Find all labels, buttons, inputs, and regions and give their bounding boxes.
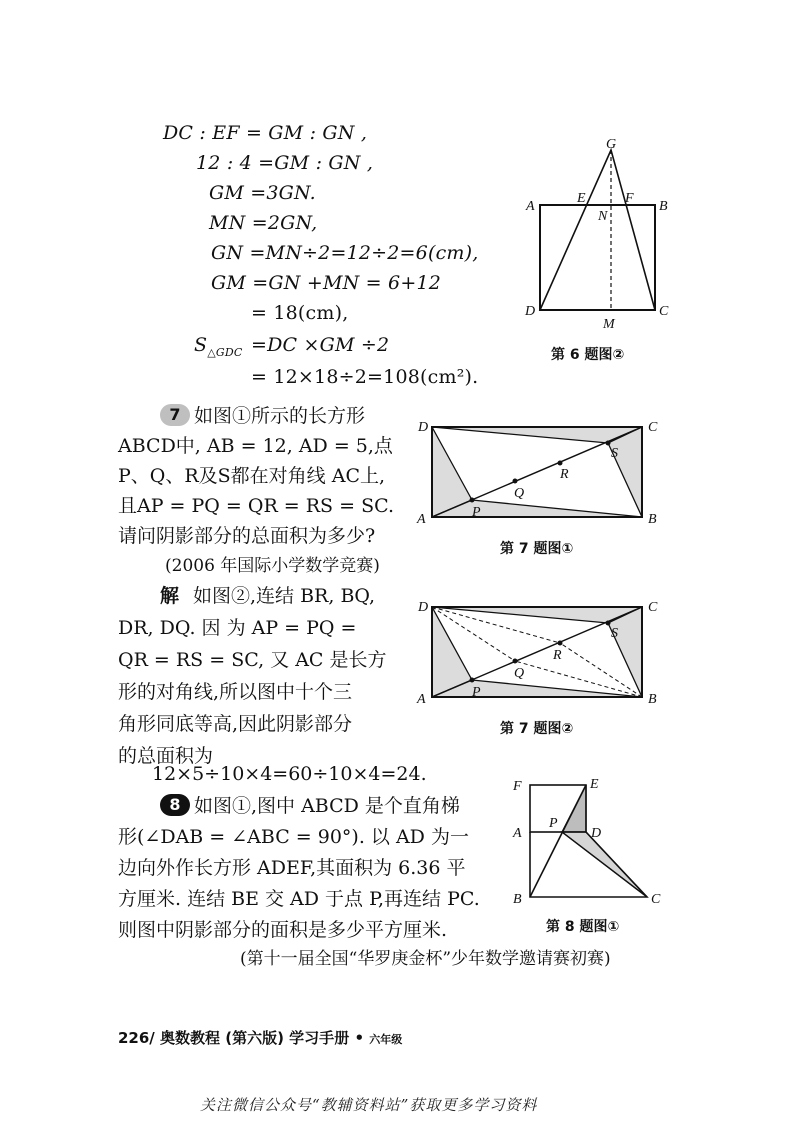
label-s: S [611, 446, 618, 461]
label-f: F [513, 779, 522, 794]
equation-line-5: GN =MN÷2=12÷2=6(cm), [211, 242, 479, 264]
equation-line-4: MN =2GN, [209, 212, 318, 234]
solution-label: 解 [160, 585, 180, 607]
point-s [606, 621, 611, 626]
problem7-line-1-text: 如图①所示的长方形 [194, 405, 366, 427]
label-p: P [472, 685, 481, 700]
caption-fig8-1: 第 8 题图① [546, 919, 620, 935]
label-p: P [549, 816, 558, 831]
diagonal-ac [432, 607, 642, 697]
label-b: B [648, 692, 657, 707]
label-a: A [417, 512, 426, 527]
label-r: R [553, 648, 562, 663]
area-symbol-letter: S [194, 334, 208, 356]
point-p [470, 678, 475, 683]
label-p: P [472, 505, 481, 520]
watermark-text: 关注微信公众号“教辅资料站”获取更多学习资料 [200, 1096, 538, 1114]
problem8-source: (第十一届全国“华罗庚金杯”少年数学邀请赛初赛) [240, 949, 611, 969]
problem7-line-5: 请问阴影部分的总面积为多少? [118, 525, 376, 547]
caption-fig6-2: 第 6 题图② [551, 347, 625, 363]
label-e: E [577, 191, 586, 206]
label-g: G [606, 137, 617, 152]
problem7-line-1 [160, 401, 365, 431]
shaded-triangle-right [608, 427, 642, 517]
problem7-line-3: P、Q、R及S都在对角线 AC上, [118, 465, 386, 487]
point-s [606, 441, 611, 446]
label-d: D [525, 304, 536, 319]
area-subscript: △GDC [207, 345, 243, 359]
figure-6-2 [515, 135, 675, 335]
page-number: 226/ [118, 1029, 155, 1047]
diagonal-ac [432, 427, 642, 517]
equation-line-7: = 18(cm), [251, 302, 349, 324]
label-n: N [598, 209, 608, 224]
label-e: E [590, 777, 599, 792]
label-c: C [648, 600, 658, 615]
label-b: B [659, 199, 668, 214]
caption-fig7-1: 第 7 题图① [500, 541, 574, 557]
label-m: M [603, 317, 615, 332]
book-title: 奥数教程 (第六版) 学习手册 [160, 1029, 350, 1047]
solution7-line-6: 的总面积为 [118, 745, 214, 767]
solution7-formula: 12×5÷10×4=60÷10×4=24. [152, 763, 427, 785]
shaded-triangle-right [608, 607, 642, 697]
label-c: C [651, 892, 661, 907]
problem7-line-2: ABCD中, AB = 12, AD = 5,点 [118, 435, 393, 457]
label-b: B [513, 892, 522, 907]
label-d: D [418, 420, 429, 435]
label-q: Q [514, 666, 525, 681]
point-q [513, 659, 518, 664]
triangle-gdc [540, 150, 655, 310]
solution7-line-3: QR = RS = SC, 又 AC 是长方 [118, 649, 387, 671]
figure-8-1 [505, 775, 670, 910]
solution7-line-4: 形的对角线,所以图中十个三 [118, 681, 353, 703]
label-b: B [648, 512, 657, 527]
solution7-line-2: DR, DQ. 因 为 AP = PQ = [118, 617, 357, 639]
label-c: C [659, 304, 669, 319]
equation-line-9: = 12×18÷2=108(cm²). [251, 366, 479, 388]
problem8-line-1-text: 如图①,图中 ABCD 是个直角梯 [194, 795, 460, 817]
label-q: Q [514, 486, 525, 501]
equation-line-8: =DC ×GM ÷2 [251, 334, 390, 356]
point-r [558, 461, 563, 466]
label-f: F [625, 191, 634, 206]
problem8-line-2: 形(∠DAB = ∠ABC = 90°). 以 AD 为一 [118, 826, 469, 848]
problem-number-badge: 7 [160, 404, 190, 426]
equation-line-3: GM =3GN. [209, 182, 316, 204]
label-a: A [513, 826, 522, 841]
label-a: A [526, 199, 535, 214]
point-r [558, 641, 563, 646]
grade-label: 六年级 [369, 1033, 403, 1046]
label-c: C [648, 420, 658, 435]
area-symbol [194, 334, 243, 359]
footer-dot: • [354, 1029, 365, 1047]
label-d: D [591, 826, 602, 841]
equation-line-2: 12 : 4 =GM : GN , [196, 152, 374, 174]
problem8-line-1 [160, 791, 460, 821]
problem8-line-3: 边向外作长方形 ADEF,其面积为 6.36 平 [118, 857, 466, 879]
label-s: S [611, 626, 618, 641]
equation-line-6: GM =GN +MN = 6+12 [211, 272, 442, 294]
point-p [470, 498, 475, 503]
caption-fig7-2: 第 7 题图② [500, 721, 574, 737]
problem7-source: (2006 年国际小学数学竞赛) [165, 556, 380, 576]
figure-7-2 [410, 595, 670, 707]
solution7-line-5: 角形同底等高,因此阴影部分 [118, 713, 353, 735]
problem8-line-5: 则图中阴影部分的面积是多少平方厘米. [118, 919, 448, 941]
point-q [513, 479, 518, 484]
label-a: A [417, 692, 426, 707]
problem-number-badge: 8 [160, 794, 190, 816]
solution7-line-1 [160, 581, 375, 611]
solution7-line-1-text: 如图②,连结 BR, BQ, [193, 585, 376, 607]
problem8-line-4: 方厘米. 连结 BE 交 AD 于点 P,再连结 PC. [118, 888, 480, 910]
equation-line-1: DC : EF = GM : GN , [163, 122, 368, 144]
problem7-line-4: 且AP = PQ = QR = RS = SC. [118, 495, 394, 517]
label-d: D [418, 600, 429, 615]
segment-pc [562, 832, 647, 897]
label-r: R [560, 467, 569, 482]
page-footer [118, 1027, 402, 1048]
figure-7-1 [410, 415, 670, 527]
